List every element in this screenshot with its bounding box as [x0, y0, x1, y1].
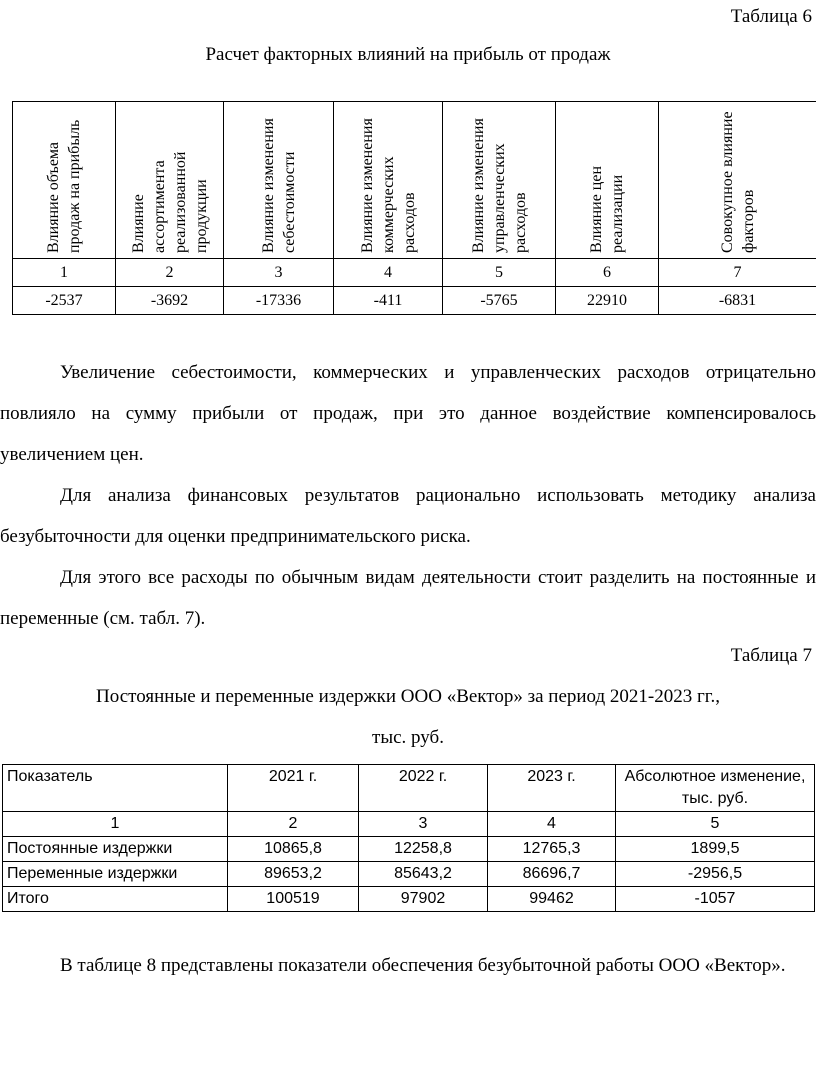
table7-cell: Постоянные издержки: [3, 837, 228, 862]
table6-value-cell: -5765: [443, 287, 556, 315]
table7-title: Постоянные и переменные издержки ООО «Вектор» за период 2021-2023 гг.,: [96, 686, 720, 707]
table7-header-cell: Абсолютное изменение, тыс. руб.: [616, 765, 815, 812]
table7-cell: 89653,2: [228, 862, 359, 887]
table6-title: Расчет факторных влияний на прибыль от продаж: [205, 44, 611, 65]
table-row: [3, 862, 815, 887]
table7-cell: 1899,5: [616, 837, 815, 862]
table7-cell: 12258,8: [359, 837, 488, 862]
table6-number-cell: 7: [659, 259, 816, 287]
table7-header-cell: 2022 г.: [359, 765, 488, 812]
table7-number-cell: 4: [488, 812, 616, 837]
table7-cell: 10865,8: [228, 837, 359, 862]
table6: [12, 101, 816, 315]
table7-header-cell: 2023 г.: [488, 765, 616, 812]
table6-header-cell: Влияние изменения коммерческих расходов: [334, 102, 443, 259]
table7-number-cell: 5: [616, 812, 815, 837]
table6-header-cell: Влияние цен реализации: [556, 102, 659, 259]
table7-cell: 100519: [228, 887, 359, 912]
table7-number-cell: 1: [3, 812, 228, 837]
table7-cell: 85643,2: [359, 862, 488, 887]
table6-value-cell: -2537: [13, 287, 116, 315]
table6-number-row: [13, 259, 816, 287]
table6-header-row: [13, 102, 816, 259]
table6-value-cell: -6831: [659, 287, 816, 315]
table7-cell: -2956,5: [616, 862, 815, 887]
table6-header-cell: Влияние изменения себестоимости: [224, 102, 334, 259]
table7-header-row: [3, 765, 815, 812]
table7-header-cell: Показатель: [3, 765, 228, 812]
table6-header-cell: Влияние изменения управленческих расходов: [443, 102, 556, 259]
table7-caption: Таблица 7: [730, 645, 812, 666]
paragraph-1: Увеличение себестоимости, коммерческих и управленческих расходов отрицательно повлияло на сумму прибыли от продаж, при это данное воздействие компенсировалось увеличением цен.: [0, 362, 816, 465]
table7-cell: Итого: [3, 887, 228, 912]
table7: [2, 764, 815, 912]
table7-cell: 97902: [359, 887, 488, 912]
table-row: [3, 887, 815, 912]
table6-value-row: [13, 287, 816, 315]
table7-number-cell: 3: [359, 812, 488, 837]
table6-value-cell: 22910: [556, 287, 659, 315]
table6-number-cell: 2: [116, 259, 224, 287]
table7-cell: 12765,3: [488, 837, 616, 862]
table6-header-cell: Влияние объема продаж на прибыль: [13, 102, 116, 259]
table6-value-cell: -411: [334, 287, 443, 315]
table7-cell: 86696,7: [488, 862, 616, 887]
table6-caption: Таблица 6: [730, 6, 812, 27]
table6-value-cell: -3692: [116, 287, 224, 315]
table6-number-cell: 1: [13, 259, 116, 287]
table6-number-cell: 6: [556, 259, 659, 287]
table6-header-cell: Влияние ассортимента реализованной продукции: [116, 102, 224, 259]
paragraph-3: Для этого все расходы по обычным видам деятельности стоит разделить на постоянные и переменные (см. табл. 7).: [0, 567, 816, 629]
table7-cell: Переменные издержки: [3, 862, 228, 887]
table7-title-units: тыс. руб.: [372, 727, 444, 748]
table-row: [3, 837, 815, 862]
table6-value-cell: -17336: [224, 287, 334, 315]
table7-number-row: [3, 812, 815, 837]
table6-header-cell: Совокупное влияние факторов: [659, 102, 816, 259]
table7-number-cell: 2: [228, 812, 359, 837]
paragraph-2: Для анализа финансовых результатов рационально использовать методику анализа безубыточности для оценки предпринимательского риска.: [0, 485, 816, 547]
table7-cell: 99462: [488, 887, 616, 912]
table6-number-cell: 3: [224, 259, 334, 287]
table6-number-cell: 5: [443, 259, 556, 287]
final-paragraph: В таблице 8 представлены показатели обеспечения безубыточной работы ООО «Вектор».: [60, 955, 786, 976]
table6-number-cell: 4: [334, 259, 443, 287]
table7-cell: -1057: [616, 887, 815, 912]
table7-header-cell: 2021 г.: [228, 765, 359, 812]
